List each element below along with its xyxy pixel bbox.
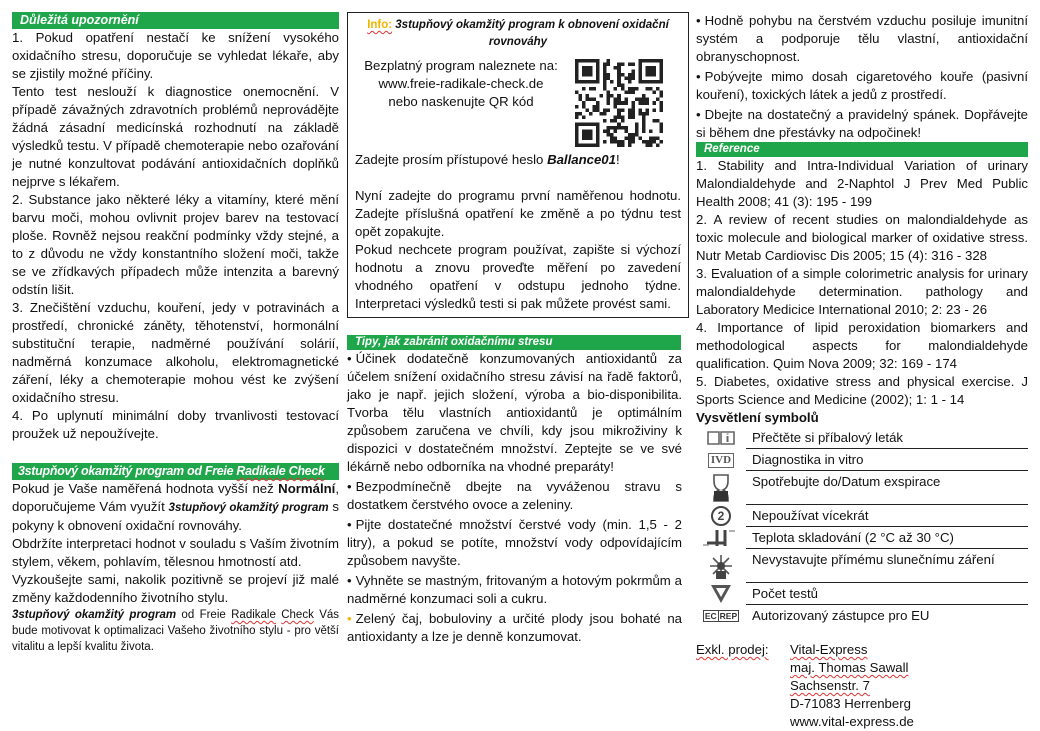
symbol-row bbox=[696, 427, 1028, 449]
program-p4-program: 3stupňový okamžitý program bbox=[12, 609, 177, 621]
symbol-row bbox=[696, 549, 1028, 583]
tip-text: Dbejte na dostatečný a pravidelný spánek. Dopřávejte si během dne přestávky na odpočinek! bbox=[696, 107, 1028, 140]
info-program-row bbox=[355, 57, 681, 147]
tip-item bbox=[347, 610, 682, 646]
info-password-pre: Zadejte prosím přístupové heslo bbox=[355, 152, 548, 167]
ec-glyph: EC bbox=[704, 611, 717, 621]
info-password bbox=[355, 151, 681, 169]
tip-item bbox=[347, 350, 682, 476]
info-password-post: ! bbox=[615, 152, 620, 167]
reference-item: 3. Evaluation of a simple colorimetric analysis for urinary malondialdehyde determination. pathology and Laboratory Medicice International 2010; 2: 23 - 26 bbox=[696, 266, 1028, 317]
symbol-row bbox=[696, 449, 1028, 471]
sun-icon bbox=[696, 549, 746, 583]
program-header-brand: Radikale Check bbox=[236, 464, 325, 478]
warning-4: 4. Po uplynutí minimální doby trvanlivosti testovací proužek už nepoužívejte. bbox=[12, 408, 339, 441]
info-title bbox=[355, 17, 681, 51]
symbol-row bbox=[696, 527, 1028, 549]
program-header bbox=[12, 463, 339, 480]
bullet-icon: • bbox=[696, 69, 701, 84]
tips-header: Tipy, jak zabránit oxidačnímu stresu bbox=[347, 335, 681, 350]
info-line3: nebo naskenujte QR kód bbox=[388, 94, 534, 109]
tip-item bbox=[696, 68, 1028, 104]
access-password: Ballance01 bbox=[547, 152, 616, 167]
reference-item: 2. A review of recent studies on malondialdehyde as toxic molecule and biological marker of oxidative stress. Nutr Metab Cardiovisc Dis 2005; 15 (4): 316 - 328 bbox=[696, 212, 1028, 263]
symbols-title: Vysvětlení symbolů bbox=[696, 410, 819, 425]
bullet-icon: • bbox=[696, 13, 701, 28]
reference-item: 5. Diabetes, oxidative stress and physical exercise. J Sports Science and Medicine (2002); 1: 1 - 14 bbox=[696, 374, 1028, 407]
rep-glyph: REP bbox=[719, 611, 738, 621]
hourglass-expiry-icon bbox=[696, 471, 746, 505]
tip-text: Hodně pohybu na čerstvém vzduchu posiluje imunitní systém a podporuje tělu vlastní, antioxidační obranyschopnost. bbox=[696, 13, 1028, 64]
qr-code-icon[interactable] bbox=[575, 59, 663, 147]
program-p1-a: Pokud je Vaše naměřená hodnota vyšší než bbox=[12, 481, 279, 496]
program-p2: Obdržíte interpretaci hodnot v souladu s Vaším životním stylem, věkem, pohlavím, tělesnou hmotností atd. bbox=[12, 536, 339, 569]
program-p1-normal: Normální bbox=[278, 481, 336, 496]
warning-2: 2. Substance jako některé léky a vitamíny, které mění barvu moči, mohou ovlivnit projev barev na testovací ploše. Rovněž nejsou reakční podmínky vždy stejné, a to z důvodu ne vždy konstantního složení moči, takže se ve zřídkavých případech může intenzita a barevný odstín lišit. bbox=[12, 192, 339, 297]
warnings-header: Důležitá upozornění bbox=[12, 12, 339, 29]
references-header: Reference bbox=[696, 142, 1028, 157]
tip-item bbox=[347, 516, 682, 570]
exclusive-seller bbox=[696, 641, 1028, 731]
program-p4-radikale: Radikale bbox=[231, 609, 276, 621]
bullet-icon: • bbox=[347, 611, 352, 626]
symbols-table bbox=[696, 427, 1028, 627]
symbol-label: Nevystavujte přímému slunečnímu záření bbox=[746, 549, 1028, 583]
reference-item: 4. Importance of lipid peroxidation biomarkers and methodological aspects for malondialdehyde qualification. Quim Nova 2009; 32: 169 - 174 bbox=[696, 320, 1028, 371]
info-label: Info: bbox=[367, 19, 393, 31]
tip-item bbox=[696, 12, 1028, 66]
symbol-row bbox=[696, 471, 1028, 505]
info-p3: Pokud nechcete program používat, zapište si výchozí hodnotu a znovu proveďte měření po zavedení vhodného opatření v odstupu jednoho týdne. Interpretaci výsledků testi si pak můžete provést sami. bbox=[355, 242, 681, 311]
seller-owner: maj. Thomas Sawall bbox=[790, 660, 909, 675]
symbol-label: Nepoužívat vícekrát bbox=[746, 505, 1028, 527]
tip-text: Vyhněte se mastným, fritovaným a hotovým pokrmům a nadměrné konzumaci soli a cukru. bbox=[347, 573, 682, 606]
ivd-glyph: IVD bbox=[708, 453, 734, 468]
tip-text: Pobývejte mimo dosah cigaretového kouře (pasivní kouření), toxických látek a jedů z prostředí. bbox=[696, 69, 1028, 102]
symbol-label: Teplota skladování (2 °C až 30 °C) bbox=[746, 527, 1028, 549]
program-p4-b: Vás bude motivovat k optimalizaci Vašeho životního stylu - pro větší vitalitu a lepší kvalitu života. bbox=[12, 609, 340, 653]
bullet-icon: • bbox=[347, 573, 352, 588]
program-p1-program: 3stupňový okamžitý program bbox=[168, 502, 329, 514]
ec-rep-icon bbox=[696, 605, 746, 627]
info-line1: Bezplatný program naleznete na: bbox=[364, 58, 558, 73]
tip-item bbox=[696, 106, 1028, 142]
symbol-label: Spotřebujte do/Datum exspirace bbox=[746, 471, 1028, 505]
seller-website-link[interactable]: www.vital-express.de bbox=[790, 714, 914, 729]
seller-company: Vital-Express bbox=[790, 642, 868, 657]
tip-text: Účinek dodatečně konzumovaných antioxidantů za účelem snížení oxidačního stresu závisí na řadě faktorů, jako je např. jejich složení, výroba a bio-disponibilita. Tvorba tělu vlastních antioxidantů je optimálním způsobem zaručena ve chvíli, kdy jsou mikroživiny k dispozici v dostatečném množství. Zeptejte se ve své lékárně nebo odborníka na vhodné preparáty! bbox=[347, 351, 682, 474]
symbol-label: Autorizovaný zástupce pro EU bbox=[752, 608, 930, 623]
bullet-icon: • bbox=[696, 107, 701, 122]
column-right bbox=[696, 12, 1028, 731]
tip-text: Zelený čaj, bobuloviny a určité plody jsou bohaté na antioxidanty a lze je denně konzumovat. bbox=[347, 611, 682, 644]
info-program-text bbox=[361, 57, 561, 111]
info-box bbox=[347, 12, 689, 318]
seller-city: D-71083 Herrenberg bbox=[790, 696, 911, 711]
symbol-label: Diagnostika in vitro bbox=[746, 449, 1028, 471]
test-count-icon bbox=[696, 583, 746, 605]
symbol-label: Počet testů bbox=[746, 583, 1028, 605]
column-left bbox=[12, 12, 339, 655]
thermometer-icon bbox=[696, 527, 746, 549]
warning-3: 3. Znečištění vzduchu, kouření, jedy v potravinách a prostředí, chronické záněty, těhotenství, hormonální substituční terapie, nadměrné používání solárií, nadměrná konzumace alkoholu, elektromagnetické záření, léky a chemoterapie mohou vést ke zvýšení oxidačního stresu. bbox=[12, 300, 339, 405]
symbol-row bbox=[696, 605, 1028, 627]
reference-item: 1. Stability and Intra-Individual Variation of urinary Malondialdehyde and 2-Naphtol J Prev Med Public Health 2008; 41 (3): 195 - 199 bbox=[696, 158, 1028, 209]
reuse-glyph: 2 bbox=[711, 506, 731, 526]
symbol-row bbox=[696, 583, 1028, 605]
program-p4 bbox=[12, 607, 339, 655]
tip-item bbox=[347, 478, 682, 514]
tip-item bbox=[347, 572, 682, 608]
program-p3: Vyzkoušejte sami, nakolik pozitivně se projeví již malé změny každodenního životního stylu. bbox=[12, 572, 339, 605]
info-title-text: 3stupňový okamžitý program k obnovení oxidační rovnováhy bbox=[392, 19, 669, 48]
info-p2: Nyní zadejte do programu první naměřenou hodnotu. Zadejte příslušná opatření ke změně a po týdnu test opět zopakujte. bbox=[355, 188, 681, 239]
warning-1: 1. Pokud opatření nestačí ke snížení vysokého oxidačního stresu, doporučuje se vyhledat lékaře, aby se zjistily možné příčiny. bbox=[12, 30, 339, 81]
seller-street: Sachsenstr. 7 bbox=[790, 678, 870, 693]
bullet-icon: • bbox=[347, 479, 352, 494]
references-list bbox=[696, 157, 1028, 409]
bullet-icon: • bbox=[347, 351, 352, 366]
program-p1 bbox=[12, 480, 339, 535]
seller-label-text: Exkl. prodej: bbox=[696, 642, 769, 657]
program-p1-c: s pokyny k obnovení oxidační rovnováhy. bbox=[12, 499, 339, 533]
program-p4-a: od Freie bbox=[176, 609, 232, 621]
program-p4-check: Check bbox=[281, 609, 314, 621]
seller-label bbox=[696, 641, 790, 731]
symbol-label: Přečtěte si příbalový leták bbox=[746, 427, 1028, 449]
program-url-link[interactable]: www.freie-radikale-check.de bbox=[378, 76, 544, 91]
do-not-reuse-icon bbox=[696, 505, 746, 527]
bullet-icon: • bbox=[347, 517, 352, 532]
book-info-icon bbox=[696, 427, 746, 449]
tip-text: Bezpodmínečně dbejte na vyváženou stravu s dostatkem čerstvého ovoce a zeleniny. bbox=[347, 479, 682, 512]
seller-address bbox=[790, 641, 914, 731]
tip-text: Pijte dostatečné množství čerstvé vody (min. 1,5 - 2 litry), a pokud se potíte, množství vody odpovídajícím způsobem navyšte. bbox=[347, 517, 682, 568]
symbol-row bbox=[696, 505, 1028, 527]
tips-list bbox=[347, 350, 682, 646]
ivd-icon bbox=[696, 449, 746, 471]
column-middle bbox=[347, 12, 689, 648]
program-header-text: 3stupňový okamžitý program od Freie bbox=[18, 464, 237, 478]
program-p1-b: , doporučujeme Vám využít bbox=[12, 481, 339, 514]
warning-diagnostic: Tento test neslouží k diagnostice onemocnění. V případě závažných zdravotních problémů neprovádějte žádná zásadní medicínská rozhodnutí na základě výsledků testu. V případě chemoterapie nebo ozařování je nutné konzultovat podávání antioxidačních doplňků nejprve s lékařem. bbox=[12, 84, 339, 189]
